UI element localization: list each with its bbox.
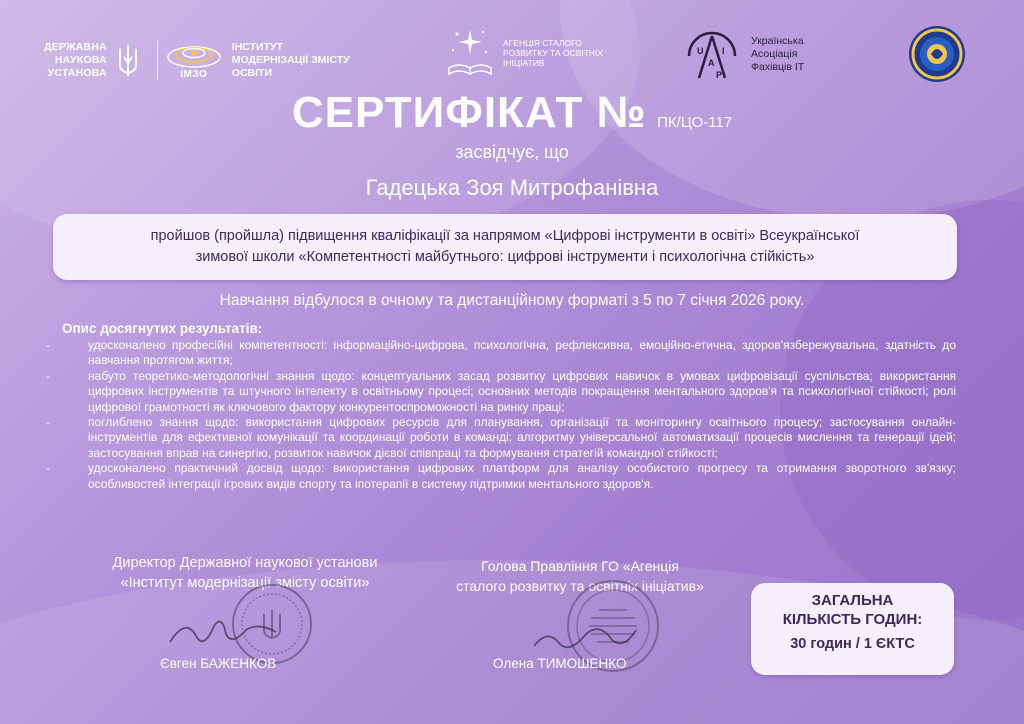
hours-label: ЗАГАЛЬНА КІЛЬКІСТЬ ГОДИН: bbox=[782, 592, 923, 628]
certificate-number: ПК/ЦО-117 bbox=[657, 114, 733, 131]
results-title: Опис досягнутих результатів: bbox=[62, 321, 263, 336]
imzo-globe-logo bbox=[166, 41, 222, 71]
certificate-title: СЕРТИФІКАТ № bbox=[291, 88, 647, 137]
certificate-title-row bbox=[0, 88, 1024, 138]
uaip-letter-p: P bbox=[716, 70, 723, 80]
agency-label: АГЕНЦІЯ СТАЛОГО РОЗВИТКУ ТА ОСВІТНІХ ІНІЦІАТИВ bbox=[503, 38, 604, 68]
course-box bbox=[53, 214, 957, 280]
recipient-name: Гадецька Зоя Митрофанівна bbox=[365, 175, 659, 200]
course-description: пройшов (пройшла) підвищення кваліфікації за напрямом «Цифрові інструменти в освіті» Всеукраїнської зимової школи «Компетентності майбутнього: цифрові інструменти і психологічна стійкість» bbox=[150, 228, 860, 265]
agency-header bbox=[441, 24, 603, 82]
state-institution-label: ДЕРЖАВНА НАУКОВА УСТАНОВА bbox=[44, 40, 107, 79]
list-item: - набуто теоретико-методологічні знання щодо: концептуальних засад розвитку цифрових навичок в умовах цифровізації суспільства; використання цифрових інструментів та штучного інтелекту в освітньому процесі; основних методів покращення ментального здоров'я та психологічної стійкості; ролі цифрової грамотності як ключового фактору конкурентоспроможності на ринку праці; bbox=[46, 369, 956, 415]
signature-left bbox=[166, 612, 286, 652]
uaip-letter-a: A bbox=[708, 58, 715, 68]
certifies-text: засвідчує, що bbox=[455, 142, 569, 162]
uaip-logo bbox=[683, 26, 741, 82]
list-item: - поглиблено знання щодо: використання цифрових ресурсів для планування, організації та моніторингу освітнього процесу; застосування онлайн-інструментів для ефективної комунікації та координації роботи в команді; алгоритму універсальної автоматизації процесів мислення та генерації ідей; застосування вправ на синергію, розвиток навичок дієвої співпраці та формування стратегій командної стійкості; bbox=[46, 415, 956, 461]
uaip-letter-i: I bbox=[722, 46, 725, 56]
uaip-header bbox=[683, 26, 804, 82]
agency-star-book-logo bbox=[441, 24, 499, 82]
institute-label: ІНСТИТУТ МОДЕРНІЗАЦІЇ ЗМІСТУ ОСВІТИ bbox=[231, 40, 350, 79]
seal-logo-icon bbox=[907, 24, 967, 84]
right-signatory-name: Олена ТИМОШЕНКО bbox=[493, 656, 627, 671]
divider bbox=[157, 40, 158, 80]
list-item: - удосконалено практичний досвід щодо: використання цифрових платформ для аналізу особистого прогресу та отримання зворотного зв'язку; особливостей інтеграції ігрових видів спорту та іпотерапії в систему підтримки ментального здоров'я. bbox=[46, 461, 956, 492]
hours-value: 30 годин / 1 ЄКТС bbox=[790, 636, 915, 652]
training-format: Навчання відбулося в очному та дистанційному форматі з 5 по 7 січня 2026 року. bbox=[219, 292, 805, 309]
signature-right bbox=[530, 618, 640, 658]
trident-icon bbox=[115, 43, 141, 77]
right-signatory-title: Голова Правління ГО «Агенція сталого розвитку та освітніх ініціатив» bbox=[456, 558, 704, 594]
uaip-label: Українська Асоціація Фахівців ІТ bbox=[751, 34, 805, 73]
imzo-logo: ІМЗО bbox=[166, 41, 222, 80]
left-signatory-name: Євген БАЖЕНКОВ bbox=[160, 656, 277, 671]
results-list bbox=[46, 338, 956, 492]
left-signatory-title: Директор Державної наукової установи «Інститут модернізації змісту освіти» bbox=[112, 555, 378, 591]
round-seal-logo bbox=[907, 24, 967, 89]
hours-box bbox=[751, 583, 954, 675]
list-item: - удосконалено професійні компетентності: інформаційно-цифрова, психологічна, рефлексивна, емоційно-етична, здоров'язбережувальна, здатність до навчання протягом життя; bbox=[46, 338, 956, 369]
uaip-letter-u: U bbox=[697, 46, 704, 56]
imzo-header bbox=[44, 40, 350, 80]
